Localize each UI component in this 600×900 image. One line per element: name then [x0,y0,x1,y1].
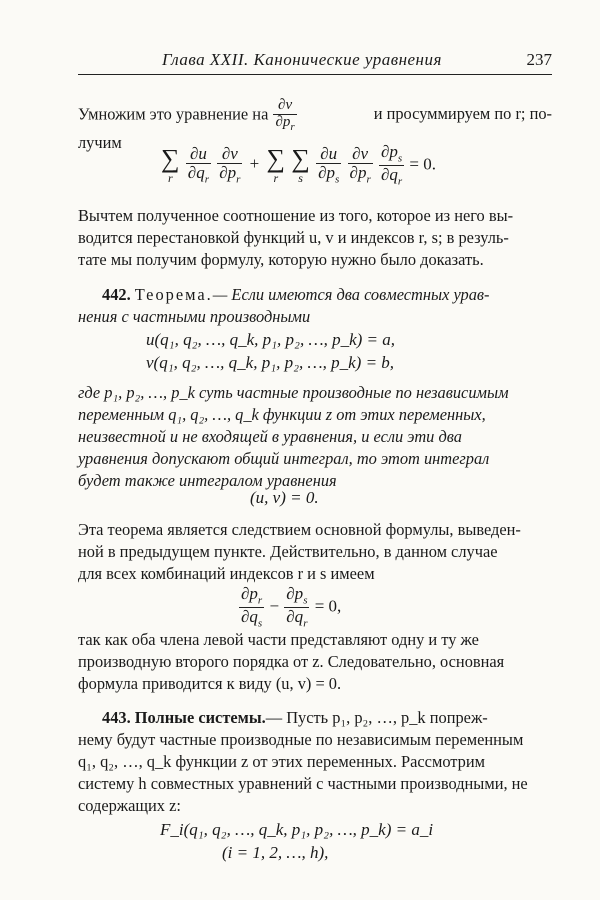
intro-text-before: Умножим это уравнение на [78,104,269,124]
intro-line [78,98,552,133]
equation-u: u(q₁, q₂, …, q_k, p₁, p₂, …, p_k) = a, [146,330,396,349]
proof2-line2: производную второго порядка от z. Следовательно, основная [78,652,505,671]
theorem-cont-1: где p₁, p₂, …, p_k суть частные производные по независимым [78,383,509,402]
proof2-line3: формула приводится к виду (u, v) = 0. [78,674,342,693]
equation-symmetry: $\frac{\partial p_r}{\partial q_s}$ − $\frac{\partial p_s}{\partial q_r}$ = 0, [241,584,342,630]
section-443-number: 443. [102,708,131,727]
theorem-cont-5: будет также интегралом уравнения [78,471,337,490]
proof-line1: Эта теорема является следствием основной формулы, выведен- [78,520,521,539]
running-header [78,50,552,75]
section-442-heading [102,285,490,305]
section-442-label: Теорема. [134,285,213,304]
section-443-text-1: — Пусть p₁, p₂, …, p_k попреж- [265,708,488,727]
para1-line2: водится перестановкой функций u, v и индексов r, s; в резуль- [78,228,509,247]
theorem-start: — Если имеются два совместных урав- [212,285,490,304]
para1-line3: тате мы получим формулу, которую нужно было доказать. [78,250,484,269]
section-443-text-3: q₁, q₂, …, q_k функции z от этих переменных. Рассмотрим [78,752,486,771]
section-442-number: 442. [102,285,131,304]
page-number: 237 [526,50,552,69]
section-443-heading [102,708,488,728]
theorem-line2: нения с частными производными [78,307,311,326]
proof-line2: ной в предыдущем пункте. Действительно, в данном случае [78,542,498,561]
proof-line3: для всех комбинаций индексов r и s имеем [78,564,375,583]
section-443-text-5: содержащих z: [78,796,181,815]
section-443-text-4: систему h совместных уравнений с частными производными, не [78,774,528,793]
chapter-title: Глава XXII. Канонические уравнения [162,50,442,69]
para1-line1: Вычтем полученное соотношение из того, которое из него вы- [78,206,514,225]
theorem-cont-3: неизвестной и не входящей в уравнения, и если эти два [78,427,462,446]
theorem-cont-2: переменным q₁, q₂, …, q_k функции z от этих переменных, [78,405,486,424]
equation-v: v(q₁, q₂, …, q_k, p₁, p₂, …, p_k) = b, [146,353,395,372]
proof2-line1: так как оба члена левой части представляют одну и ту же [78,630,479,649]
equation-uv: (u, v) = 0. [250,488,319,507]
equation-1: ∑ r $\frac{\partial u}{\partial q_r}$ $\frac{\partial v}{\partial p_r}$ + ∑ r ∑ s $\frac{\partial u}{\partial p_s}$ $\frac{\partial v}{\partial p_r}$ $\frac{\partial p_s}{\partial q_r}$ = 0. [161,142,437,188]
theorem-cont-4: уравнения допускают общий интеграл, то этот интеграл [78,449,490,468]
section-443-text-2: нему будут частные производные по независимым переменным [78,730,524,749]
section-443-label: Полные системы. [134,708,266,727]
intro-line2: лучим [78,133,122,152]
intro-text-after: и просуммируем по r; по- [373,104,552,123]
intro-factor: $\frac{\partial v}{\partial p_r}$ [275,97,295,133]
equation-range: (i = 1, 2, …, h), [222,843,329,862]
equation-F: F_i(q₁, q₂, …, q_k, p₁, p₂, …, p_k) = a_i [160,820,434,839]
